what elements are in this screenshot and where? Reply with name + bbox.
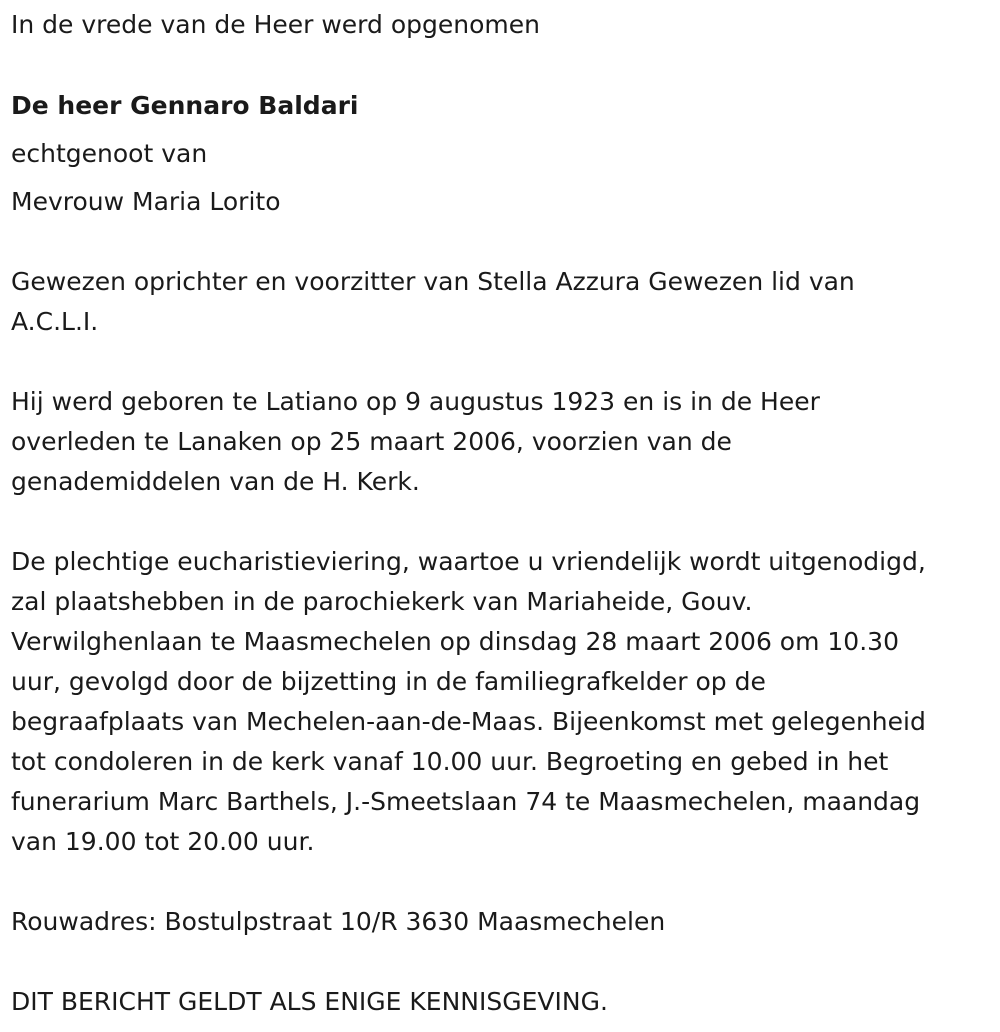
funeral-line: zal plaatshebben in de parochiekerk van Mariaheide, Gouv. (11, 587, 753, 616)
notice-statement: DIT BERICHT GELDT ALS ENIGE KENNISGEVING. (11, 987, 608, 1016)
funeral-line: begraafplaats van Mechelen-aan-de-Maas. Bijeenkomst met gelegenheid (11, 707, 926, 736)
career-line: Gewezen oprichter en voorzitter van Stella Azzura Gewezen lid van (11, 267, 855, 296)
funeral-line: funerarium Marc Barthels, J.-Smeetslaan 74 te Maasmechelen, maandag (11, 787, 921, 816)
spouse-name: Mevrouw Maria Lorito (11, 187, 281, 216)
intro-text: In de vrede van de Heer werd opgenomen (11, 10, 540, 39)
deceased-name: De heer Gennaro Baldari (11, 91, 359, 120)
relation-text: echtgenoot van (11, 139, 208, 168)
birth-death-line: genademiddelen van de H. Kerk. (11, 467, 420, 496)
career-line: A.C.L.I. (11, 307, 99, 336)
mourning-address: Rouwadres: Bostulpstraat 10/R 3630 Maasmechelen (11, 907, 666, 936)
birth-death-line: Hij werd geboren te Latiano op 9 augustus 1923 en is in de Heer (11, 387, 820, 416)
funeral-line: van 19.00 tot 20.00 uur. (11, 827, 315, 856)
funeral-line: Verwilghenlaan te Maasmechelen op dinsdag 28 maart 2006 om 10.30 (11, 627, 899, 656)
funeral-line: uur, gevolgd door de bijzetting in de familiegrafkelder op de (11, 667, 766, 696)
funeral-line: De plechtige eucharistieviering, waartoe u vriendelijk wordt uitgenodigd, (11, 547, 926, 576)
funeral-line: tot condoleren in de kerk vanaf 10.00 uur. Begroeting en gebed in het (11, 747, 889, 776)
birth-death-line: overleden te Lanaken op 25 maart 2006, voorzien van de (11, 427, 732, 456)
